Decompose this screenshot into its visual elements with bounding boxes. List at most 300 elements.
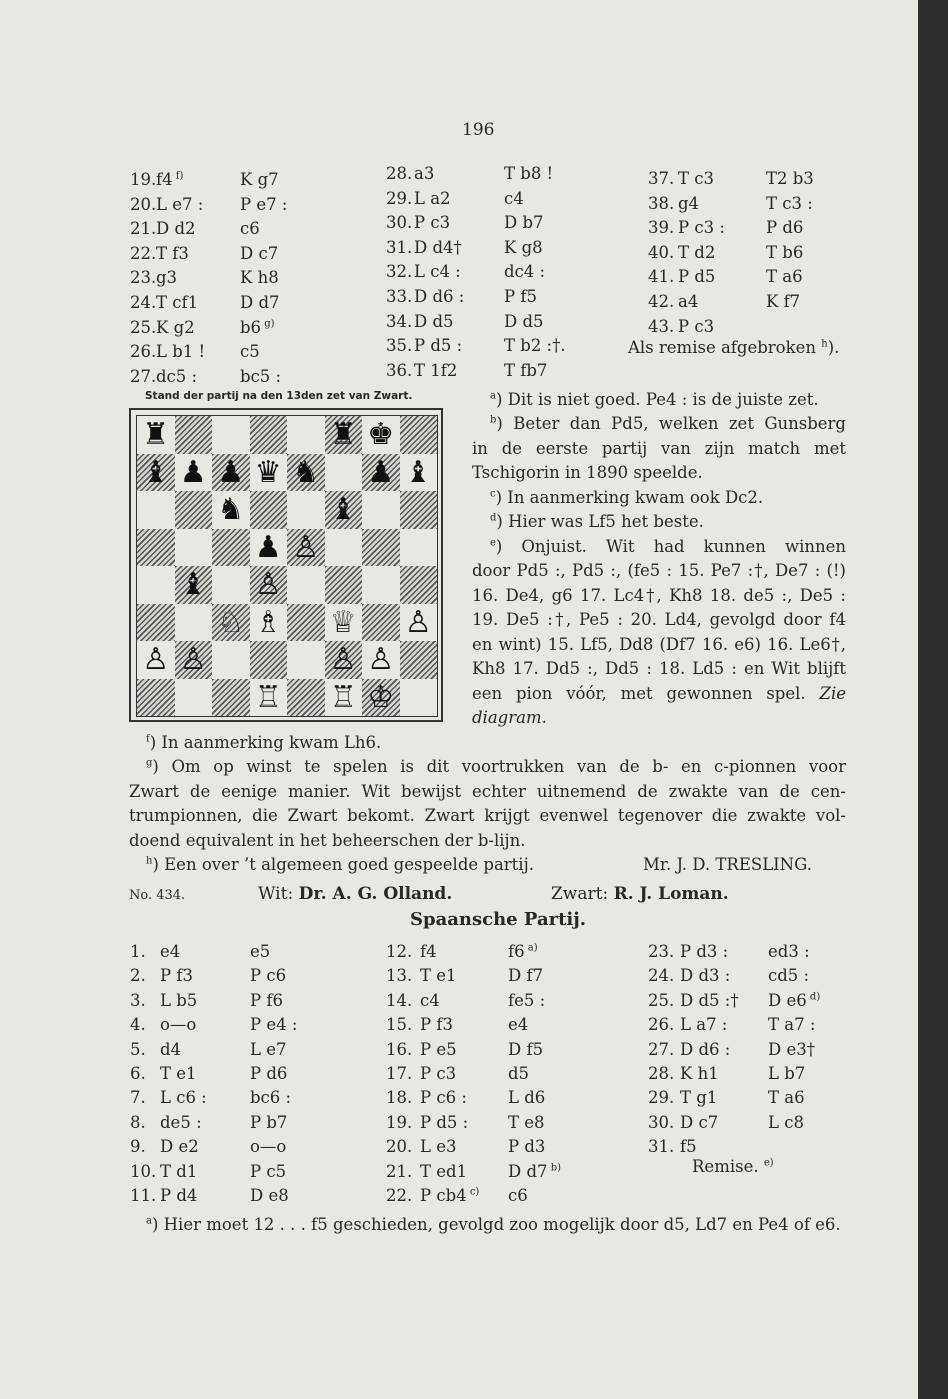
white-move-text: g4 <box>678 193 700 213</box>
white-move-text: d4 <box>160 1039 182 1059</box>
white-move <box>680 966 730 985</box>
black-move-text: T b6 <box>766 242 804 262</box>
black-move-text: D f7 <box>508 966 544 986</box>
black-move-sup: g) <box>261 318 275 330</box>
black-move-text: K h8 <box>240 268 279 288</box>
black-move <box>508 966 543 985</box>
move-number: 23. <box>130 268 157 288</box>
black-move <box>508 991 545 1010</box>
white-move-text: T d2 <box>678 242 716 262</box>
black-move-text: L d6 <box>508 1088 546 1108</box>
board-square <box>175 529 213 567</box>
board-square <box>325 529 363 567</box>
move-number: 31. <box>648 1137 675 1157</box>
footnote-a: $^a$) Hier moet 12 . . . f5 geschieden, gevolgd zoo mogelijk door d5, Ld7 en Pe4 of e6. <box>146 1215 841 1234</box>
note-e-line6: Kh8 17. Dd5 :, Dd5 : 18. Ld5 : en Wit blijft <box>472 659 846 678</box>
black-move <box>504 336 566 355</box>
white-move <box>156 244 189 263</box>
white-move-text: K g2 <box>156 317 195 337</box>
black-move-text: T a6 <box>768 1088 805 1108</box>
black-move-text: P d6 <box>766 218 804 238</box>
white-move-text: de5 : <box>160 1112 202 1132</box>
black-move <box>504 312 544 331</box>
note-e-line7-text: een pion vóór, met gewonnen spel. <box>472 684 806 703</box>
black-move-text: D c7 <box>240 243 279 263</box>
move-number: 38. <box>648 193 675 213</box>
black-move <box>768 1088 805 1107</box>
black-move-text: P c5 <box>250 1161 287 1181</box>
black-move <box>250 1064 287 1083</box>
chess-piece: ♟ <box>367 454 395 490</box>
black-move-text: T2 b3 <box>766 169 814 188</box>
black-move-text: c6 <box>508 1186 528 1205</box>
black-move <box>250 1113 287 1132</box>
white-move <box>414 361 457 380</box>
move-number: 5. <box>130 1039 146 1059</box>
white-move <box>680 991 739 1010</box>
white-move <box>156 318 195 337</box>
chess-piece: ♗ <box>254 604 282 640</box>
remise-text: Als remise afgebroken <box>628 338 817 357</box>
white-move-text: L b5 <box>160 990 198 1010</box>
note-e-line3: 16. De4, g6 17. Lc4†, Kh8 18. de5 :, De5 : <box>472 586 846 605</box>
black-move-text: o—o <box>250 1137 287 1157</box>
white-move-text: D d2 <box>156 219 196 239</box>
board-square <box>212 566 250 604</box>
black-move <box>508 1113 545 1132</box>
white-move-text: T e1 <box>420 966 457 986</box>
chess-piece: ♙ <box>329 642 357 677</box>
white-move-text: P c3 <box>414 213 451 233</box>
black-move-text: T c3 : <box>766 193 813 213</box>
black-move <box>504 361 547 380</box>
move-number: 28. <box>386 164 413 183</box>
white-move-text: D d6 : <box>414 287 465 306</box>
white-move <box>678 243 715 262</box>
black-move <box>240 244 278 263</box>
move-number: 22. <box>130 243 157 263</box>
black-move <box>508 1162 561 1181</box>
white-move-text: g3 <box>156 268 178 288</box>
black-move <box>240 195 287 214</box>
white-move <box>680 1015 727 1034</box>
board-square <box>362 529 400 567</box>
white-move <box>414 336 462 355</box>
chess-piece: ♘ <box>217 604 245 640</box>
white-move-text: P d5 : <box>420 1112 469 1132</box>
white-move-text: T d1 <box>160 1161 198 1181</box>
black-move <box>504 189 524 208</box>
black-move <box>508 1186 528 1205</box>
black-move <box>240 293 280 312</box>
chess-piece: ♟ <box>179 454 207 490</box>
note-a-text: Dit is niet goed. Pe4 : is de juiste zet. <box>507 390 819 409</box>
signature: Mr. J. D. TRESLING. <box>643 855 812 874</box>
white-move <box>156 170 183 189</box>
black-move <box>250 991 283 1010</box>
move-number: 19. <box>386 1112 413 1132</box>
black-move-text: P b7 <box>250 1112 288 1132</box>
white-move-text: T 1f2 <box>414 360 458 380</box>
move-number: 8. <box>130 1112 146 1132</box>
white-move-text: a3 <box>414 164 435 183</box>
move-number: 39. <box>648 218 675 238</box>
white-move-text: D d5 :† <box>680 990 739 1010</box>
black-move <box>504 262 545 281</box>
black-move-text: L b7 <box>768 1064 806 1083</box>
move-number: 35. <box>386 336 413 356</box>
board-square <box>400 416 438 454</box>
move-number: 25. <box>130 317 157 337</box>
note-g-line4: doend equivalent in het beheerschen der b-lijn. <box>129 831 526 850</box>
black-move-sup: d) <box>806 991 821 1003</box>
white-move <box>420 991 440 1010</box>
black-move-text: D d7 <box>240 293 280 312</box>
black-move-text: f6 <box>508 942 525 961</box>
note-b-line2: in de eerste partij van zijn match met <box>472 439 846 458</box>
white-move <box>160 1040 181 1059</box>
white-move-text: dc5 : <box>156 366 198 386</box>
move-number: 19. <box>130 170 157 189</box>
white-move-sup: f) <box>172 170 184 182</box>
note-b: $^b$) Beter dan Pd5, welken zet Gunsberg <box>490 414 846 433</box>
black-move-text: c5 <box>240 342 260 362</box>
move-number: 15. <box>386 1015 413 1035</box>
move-number: 1. <box>130 942 146 961</box>
chess-piece: ♟ <box>254 529 282 565</box>
black-move-text: bc5 : <box>240 366 282 386</box>
note-g: $^g$) Om op winst te spelen is dit voortrukken van de b- en c-pionnen voor <box>146 757 846 776</box>
white-move-text: T c3 <box>678 169 714 188</box>
move-number: 16. <box>386 1039 413 1059</box>
move-number: 26. <box>648 1015 675 1035</box>
note-c: $^c$) In aanmerking kwam ook Dc2. <box>490 488 764 507</box>
white-move <box>678 317 714 336</box>
white-move <box>156 195 203 214</box>
black-move <box>768 1040 815 1059</box>
board-square <box>287 604 325 642</box>
white-move-text: P f3 <box>420 1015 453 1035</box>
white-move-text: f5 <box>680 1137 697 1157</box>
white-move-text: o—o <box>160 1015 197 1035</box>
white-name: Dr. A. G. Olland. <box>298 884 453 904</box>
black-move-text: P c6 <box>250 966 287 986</box>
white-move <box>414 164 434 183</box>
note-d: $^d$) Hier was Lf5 het beste. <box>490 512 704 531</box>
black-move <box>768 1113 804 1132</box>
white-move-text: T cf1 <box>156 293 199 312</box>
black-move <box>508 1137 545 1156</box>
black-label: Zwart: <box>551 884 609 904</box>
black-move <box>504 238 543 257</box>
board-square <box>137 491 175 529</box>
white-move <box>160 1186 197 1205</box>
white-move-text: D d4† <box>414 237 462 257</box>
black-move <box>250 1137 286 1156</box>
black-move-text: D e3† <box>768 1039 815 1059</box>
black-move <box>508 1015 528 1034</box>
black-move-text: fe5 : <box>508 990 546 1010</box>
white-move <box>160 1015 196 1034</box>
white-move <box>420 1064 456 1083</box>
black-move-text: e5 <box>250 942 271 961</box>
note-h-text: Een over ’t algemeen goed gespeelde partij. <box>164 855 534 874</box>
move-number: 9. <box>130 1137 146 1157</box>
white-move-text: P d4 <box>160 1186 198 1205</box>
white-move <box>160 1064 197 1083</box>
white-move-text: f4 <box>420 942 437 961</box>
move-number: 27. <box>130 366 157 386</box>
move-number: 13. <box>386 966 413 986</box>
chess-diagram <box>129 408 443 722</box>
board-square <box>362 491 400 529</box>
move-number: 23. <box>648 942 675 961</box>
black-move <box>766 218 803 237</box>
black-move <box>250 942 270 961</box>
white-move <box>678 292 698 311</box>
white-move-text: P d5 : <box>414 336 463 356</box>
black-move-text: P e7 : <box>240 194 288 214</box>
white-move-text: P d5 <box>678 267 716 287</box>
black-move-text: P f5 <box>504 287 537 306</box>
black-move-text: T a6 <box>766 267 803 287</box>
white-move <box>420 1015 453 1034</box>
black-move-text: K f7 <box>766 292 801 311</box>
white-move <box>414 262 461 281</box>
board-square <box>400 566 438 604</box>
white-move-text: L c4 : <box>414 262 461 282</box>
white-move <box>420 942 437 961</box>
move-number: 7. <box>130 1088 146 1108</box>
white-move <box>678 194 699 213</box>
board-square <box>175 604 213 642</box>
remise-end: ). <box>827 338 840 357</box>
board-square <box>175 491 213 529</box>
note-g-line3: trumpionnen, die Zwart bekomt. Zwart krijgt evenwel tegenover die zwakte vol- <box>129 806 846 825</box>
white-label: Wit: <box>258 884 294 904</box>
board-square <box>287 416 325 454</box>
white-move-text: P e5 <box>420 1039 457 1059</box>
game-number: No. 434. <box>129 888 186 903</box>
chess-piece: ♙ <box>404 604 432 640</box>
black-move <box>504 164 553 183</box>
move-number: 24. <box>130 293 157 312</box>
black-move <box>768 1064 805 1083</box>
black-move <box>766 267 803 286</box>
note-e-line8 <box>472 706 547 731</box>
chess-piece: ♙ <box>292 529 320 565</box>
white-move <box>156 293 198 312</box>
move-number: 31. <box>386 237 413 257</box>
white-move-text: c4 <box>420 990 440 1010</box>
black-move-text: c6 <box>240 219 260 239</box>
black-move-text: K g8 <box>504 237 543 257</box>
black-move <box>508 942 538 961</box>
white-move-text: P d3 : <box>680 942 729 961</box>
black-move-text: P d3 <box>508 1137 546 1157</box>
white-move <box>420 1040 457 1059</box>
chess-piece: ♕ <box>329 604 357 640</box>
move-number: 30. <box>648 1112 675 1132</box>
board-square <box>250 491 288 529</box>
black-move <box>240 170 279 189</box>
move-number: 24. <box>648 966 675 986</box>
board-square <box>212 416 250 454</box>
black-move <box>240 367 281 386</box>
black-move <box>250 966 286 985</box>
board-square <box>137 529 175 567</box>
black-move-text: D e8 <box>250 1186 289 1205</box>
white-move-text: P f3 <box>160 966 193 986</box>
white-move <box>156 342 205 361</box>
diagram-caption: Stand der partij na den 13den zet van Zwart. <box>145 390 413 402</box>
game-remise-sup: e) <box>763 1157 774 1169</box>
white-move-text: T g1 <box>680 1088 718 1108</box>
move-number: 27. <box>648 1039 675 1059</box>
black-move <box>766 194 813 213</box>
note-e-line5: en wint) 15. Lf5, Dd8 (Df7 16. e6) 16. Le6†, <box>472 635 846 654</box>
white-move <box>678 267 715 286</box>
page-edge <box>918 0 948 1399</box>
white-move-text: P c6 : <box>420 1088 467 1108</box>
white-move <box>678 218 725 237</box>
move-number: 40. <box>648 242 675 262</box>
note-e-line7 <box>472 682 846 707</box>
board-square <box>287 679 325 717</box>
black-move <box>240 268 279 287</box>
remise-note <box>628 338 839 358</box>
white-move <box>420 1137 456 1156</box>
chess-board <box>136 415 438 717</box>
move-number: 17. <box>386 1064 413 1083</box>
white-move <box>420 966 457 985</box>
white-move <box>160 1088 207 1107</box>
white-move-text: D d5 <box>414 311 454 331</box>
black-move <box>250 1186 289 1205</box>
chess-piece: ♖ <box>254 679 282 715</box>
board-square <box>325 566 363 604</box>
chess-piece: ♚ <box>367 417 395 452</box>
move-number: 43. <box>648 316 675 336</box>
black-move <box>250 1015 297 1034</box>
black-move <box>508 1088 545 1107</box>
black-move <box>766 243 803 262</box>
move-number: 10. <box>130 1161 157 1181</box>
white-move-text: P c3 <box>420 1064 457 1083</box>
note-e: $^e$) Onjuist. Wit had kunnen winnen <box>490 537 846 556</box>
move-number: 12. <box>386 942 413 961</box>
white-move <box>420 1113 468 1132</box>
note-g-line2: Zwart de eenige manier. Wit bewijst echter uitnemend de zwakte van de cen- <box>129 782 846 801</box>
black-move-text: cd5 : <box>768 966 810 986</box>
board-square <box>175 416 213 454</box>
board-square <box>250 416 288 454</box>
note-b-line1: Beter dan Pd5, welken zet Gunsberg <box>513 414 846 433</box>
white-move <box>420 1088 467 1107</box>
note-f-text: In aanmerking kwam Lh6. <box>161 733 382 752</box>
chess-piece: ♟ <box>217 454 245 490</box>
move-number: 11. <box>130 1186 157 1205</box>
black-move-text: P f6 <box>250 990 283 1010</box>
white-move <box>414 213 450 232</box>
black-move-text: D d5 <box>504 311 544 331</box>
black-move-sup: a) <box>524 942 538 954</box>
page-number: 196 <box>462 120 495 140</box>
chess-piece: ♙ <box>142 642 170 677</box>
white-move-text: D d6 : <box>680 1039 731 1059</box>
chess-piece: ♙ <box>179 642 207 677</box>
black-move-text: T e8 <box>508 1112 545 1132</box>
black-move-text: P d6 <box>250 1064 288 1083</box>
white-move-text: L a2 <box>414 188 451 208</box>
move-number: 22. <box>386 1186 413 1205</box>
white-move-text: e4 <box>160 942 181 961</box>
black-move-text: K g7 <box>240 170 279 189</box>
white-move <box>414 189 451 208</box>
game-remise <box>692 1157 774 1177</box>
black-move-text: L e7 <box>250 1039 287 1059</box>
chess-piece: ♛ <box>254 454 282 490</box>
board-square <box>400 529 438 567</box>
chess-piece: ♞ <box>217 492 245 527</box>
black-name: R. J. Loman. <box>613 884 729 904</box>
black-move <box>504 287 537 306</box>
board-square <box>362 604 400 642</box>
note-f: $^f$) In aanmerking kwam Lh6. <box>146 733 382 752</box>
white-move <box>160 1162 197 1181</box>
move-number: 37. <box>648 169 675 188</box>
move-number: 20. <box>386 1137 413 1157</box>
white-move-text: P c3 <box>678 316 715 336</box>
black-move <box>240 219 260 238</box>
black-move <box>504 213 544 232</box>
black-move <box>508 1040 543 1059</box>
note-e-zie: Zie <box>819 684 846 703</box>
move-number: 18. <box>386 1088 413 1108</box>
note-e-diagram: diagram. <box>472 708 547 727</box>
move-number: 33. <box>386 287 413 306</box>
black-move-text: d5 <box>508 1064 530 1083</box>
black-move-text: ed3 : <box>768 942 810 961</box>
board-square <box>137 604 175 642</box>
footnote-a-text: Hier moet 12 . . . f5 geschieden, gevolgd zoo mogelijk door d5, Ld7 en Pe4 of e6. <box>163 1215 841 1234</box>
black-move-text: bc6 : <box>250 1088 292 1108</box>
black-player <box>551 884 729 904</box>
board-square <box>212 679 250 717</box>
white-move-text: L b1 ! <box>156 342 206 362</box>
note-e-line4: 19. De5 :†, Pe5 : 20. Ld4, gevolgd door f4 <box>472 610 846 629</box>
board-square <box>400 641 438 679</box>
white-move-text: T ed1 <box>420 1161 468 1181</box>
white-move <box>678 169 714 188</box>
note-h: $^h$) Een over ’t algemeen goed gespeelde partij. <box>146 855 534 874</box>
move-number: 6. <box>130 1064 146 1083</box>
white-move <box>420 1186 479 1205</box>
board-square <box>362 566 400 604</box>
move-number: 30. <box>386 213 413 233</box>
white-move <box>160 1113 202 1132</box>
black-move-text: c4 <box>504 188 524 208</box>
move-number: 42. <box>648 292 675 311</box>
black-move <box>768 1015 815 1034</box>
move-number: 26. <box>130 342 157 362</box>
white-move <box>680 1040 730 1059</box>
black-move-text: T fb7 <box>504 360 548 380</box>
white-move <box>680 942 728 961</box>
note-c-text: In aanmerking kwam ook Dc2. <box>507 488 764 507</box>
move-number: 2. <box>130 966 146 986</box>
chess-piece: ♞ <box>292 454 320 490</box>
